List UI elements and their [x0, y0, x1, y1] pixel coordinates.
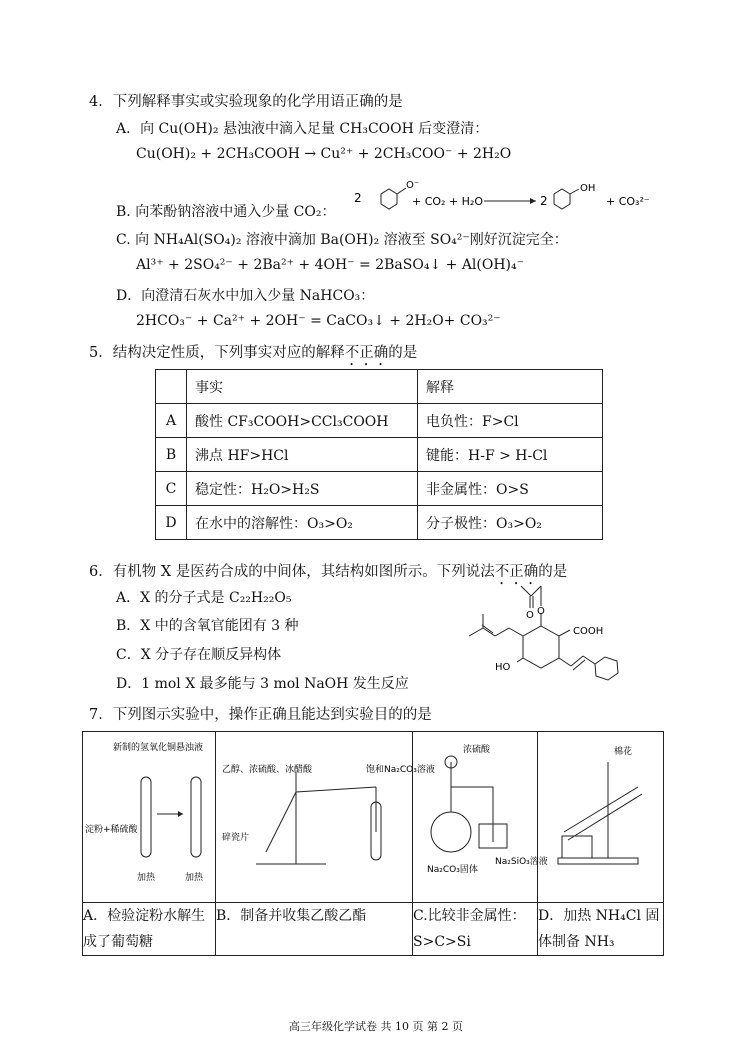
q4-option-a-equation: Cu(OH)₂ + 2CH₃COOH → Cu²⁺ + 2CH₃COO⁻ + 2H₂O — [136, 146, 512, 162]
burner — [562, 836, 592, 858]
heat-label-2: 加热 — [185, 873, 204, 883]
reactants-label: 乙醇、浓硫酸、冰醋酸 — [222, 765, 313, 775]
q4-option-c: C. 向 NH₄Al(SO₄)₂ 溶液中滴加 Ba(OH)₂ 溶液至 SO₄²⁻刚好沉淀完全： — [116, 232, 568, 248]
acid-label: 浓硫酸 — [463, 745, 491, 755]
table-row: B 沸点 HF>HCl 键能：H-F > H-Cl — [156, 438, 603, 472]
cotton-label: 棉花 — [614, 747, 633, 757]
figure-a — [83, 732, 216, 903]
test-tube-2 — [191, 777, 201, 857]
figure-c — [413, 732, 548, 903]
q5-table — [155, 369, 603, 540]
q7-table — [82, 731, 664, 956]
ho-label: HO — [495, 662, 511, 673]
q6-option-c: C．X 分子存在顺反异构体 — [116, 647, 282, 663]
carbonate: + CO₃²⁻ — [606, 195, 650, 208]
q5-stem: 5．结构决定性质，下列事实对应的解释不正确的是 — [89, 345, 418, 361]
phenoxide-ring — [381, 189, 397, 209]
q4-option-d: D．向澄清石灰水中加入少量 NaHCO₃： — [116, 288, 375, 304]
q4-stem: 4．下列解释事实或实验现象的化学用语正确的是 — [89, 94, 403, 110]
flask — [431, 812, 471, 852]
q6-emphasis: 不正确 — [494, 564, 539, 580]
table-row: D 在水中的溶解性：O₃>O₂ 分子极性：O₃>O₂ — [156, 506, 603, 540]
coef-1: 2 — [354, 191, 362, 205]
header-fact: 事实 — [187, 370, 418, 404]
page-footer: 高三年级化学试卷 共 10 页 第 2 页 — [289, 1020, 463, 1033]
q6-option-a: A．X 的分子式是 C₂₂H₂₂O₅ — [116, 590, 292, 606]
caption-d: D．加热 NH₄Cl 固体制备 NH₃ — [538, 903, 664, 956]
caption-b: B．制备并收集乙酸乙酯 — [216, 903, 413, 956]
q4-option-a: A．向 Cu(OH)₂ 悬浊液中滴入足量 CH₃COOH 后变澄清： — [116, 121, 489, 137]
sodium-carbonate-label: 饱和Na₂CO₃溶液 — [366, 765, 435, 775]
q5-emphasis: 不正确 — [344, 345, 389, 361]
silicate-label: Na₂SiO₃溶液 — [495, 857, 548, 867]
q4-option-b-equation — [350, 172, 670, 224]
phenol-ring — [554, 189, 570, 209]
q6-structure — [455, 578, 635, 693]
table-row: A 酸性 CF₃COOH>CCl₃COOH 电负性：F>Cl — [156, 404, 603, 438]
q7-stem: 7．下列图示实验中，操作正确且能达到实验目的的是 — [89, 707, 432, 723]
cooh-label: COOH — [573, 626, 604, 637]
table-row: C 稳定性：H₂O>H₂S 非金属性：O>S — [156, 472, 603, 506]
header-explanation: 解释 — [418, 370, 603, 404]
reagent-label: 新制的氢氧化铜悬浊液 — [113, 743, 204, 753]
q4-option-b: B. 向苯酚钠溶液中通入少量 CO₂： — [116, 204, 336, 220]
caption-c: C.比较非金属性：S>C>Si — [413, 903, 538, 956]
chips-label: 碎瓷片 — [222, 833, 250, 843]
figure-b — [216, 732, 435, 903]
phenoxide-o: O⁻ — [406, 180, 420, 191]
test-tube-1 — [141, 777, 151, 857]
heat-label-1: 加热 — [137, 873, 156, 883]
co2-h2o: + CO₂ + H₂O — [412, 195, 484, 208]
q6-option-b: B．X 中的含氧官能团有 3 种 — [116, 618, 299, 634]
phenol-oh: OH — [580, 183, 596, 194]
table-header-row — [156, 370, 603, 404]
captions-row — [83, 903, 664, 956]
svg-text:O: O — [526, 610, 534, 621]
figures-row — [83, 732, 664, 903]
figure-d — [538, 732, 664, 903]
coef-2: 2 — [540, 194, 548, 208]
caption-a: A．检验淀粉水解生成了葡萄糖 — [83, 903, 216, 956]
q6-stem: 6．有机物 X 是医药合成的中间体，其结构如图所示。下列说法不正确的是 — [89, 564, 568, 580]
q4-option-c-equation: Al³⁺ + 2SO₄²⁻ + 2Ba²⁺ + 4OH⁻ = 2BaSO₄↓ + Al(OH)₄⁻ — [136, 257, 525, 273]
starch-label: 淀粉+稀硫酸 — [85, 825, 138, 835]
q4-option-d-equation: 2HCO₃⁻ + Ca²⁺ + 2OH⁻ = CaCO₃↓ + 2H₂O+ CO₃²⁻ — [136, 313, 501, 329]
svg-text:O: O — [537, 606, 545, 617]
solid-label: Na₂CO₃固体 — [427, 865, 478, 875]
q6-option-d: D．1 mol X 最多能与 3 mol NaOH 发生反应 — [116, 676, 409, 692]
